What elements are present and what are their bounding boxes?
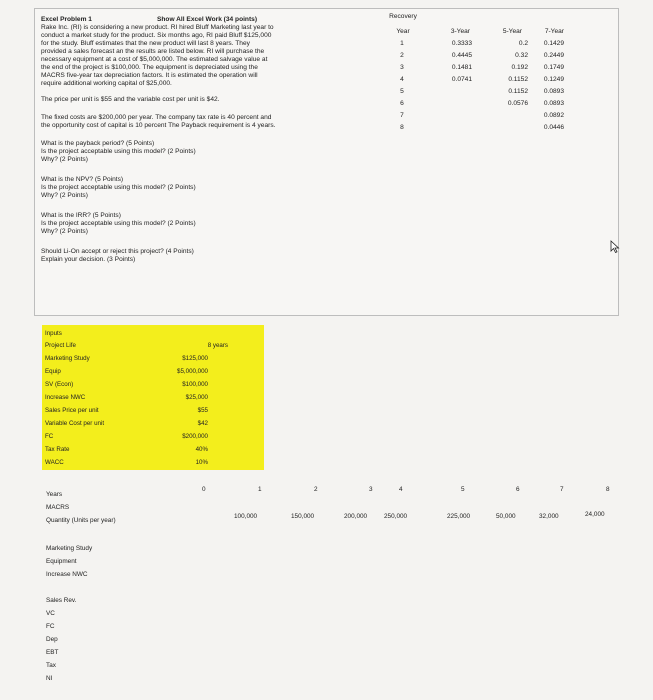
quantity-cell[interactable]: 24,000 (585, 511, 605, 518)
year-cell: 3 (400, 64, 404, 71)
input-label: WACC (45, 459, 64, 466)
seven-year-rate: 0.1429 (543, 40, 564, 47)
year-cell: 6 (400, 100, 404, 107)
question-line: Is the project acceptable using this model? (2 Points) (41, 184, 196, 191)
question-line: Is the project acceptable using this model? (2 Points) (41, 220, 196, 227)
problem-statement (34, 8, 390, 316)
year-header: Year (396, 28, 410, 35)
problem-line: for the study. Bluff estimates that the new product will last 8 years. They (41, 40, 250, 47)
input-label: Increase NWC (45, 394, 86, 401)
input-label: Project Life (45, 342, 76, 349)
input-label: Variable Cost per unit (45, 420, 105, 427)
year-column-header: 2 (314, 486, 318, 493)
problem-line: the end of the project is $100,000. The equipment is depreciated using the (41, 64, 258, 71)
input-value[interactable]: 10% (195, 459, 208, 466)
question-npv: What is the NPV? (5 Points) (41, 176, 124, 183)
input-value[interactable]: $100,000 (182, 381, 208, 388)
years-label: Years (46, 491, 63, 498)
input-label: Marketing Study (45, 355, 90, 362)
seven-year-rate: 0.0893 (543, 88, 564, 95)
mouse-pointer-icon (609, 240, 623, 254)
input-value[interactable]: $5,000,000 (177, 368, 208, 375)
three-year-header: 3-Year (450, 28, 470, 35)
seven-year-header: 7-Year (544, 28, 564, 35)
problem-points: Show All Excel Work (34 points) (157, 16, 258, 23)
row-label: Equipment (46, 558, 77, 565)
seven-year-rate: 0.0446 (543, 124, 564, 131)
recovery-header: Recovery (389, 13, 417, 20)
row-label: FC (46, 623, 55, 630)
year-cell: 7 (400, 112, 404, 119)
seven-year-rate: 0.1749 (543, 64, 564, 71)
three-year-rate: 0.4445 (451, 52, 472, 59)
five-year-rate: 0.0576 (507, 100, 528, 107)
question-payback: What is the payback period? (5 Points) (41, 140, 155, 147)
year-column-header: 7 (560, 486, 564, 493)
question-line: Why? (2 Points) (41, 156, 88, 163)
year-cell: 1 (400, 40, 404, 47)
input-label: SV (Econ) (45, 381, 74, 388)
quantity-cell[interactable]: 100,000 (234, 513, 258, 520)
quantity-cell[interactable]: 50,000 (496, 513, 516, 520)
year-column-header: 6 (516, 486, 520, 493)
question-irr: What is the IRR? (5 Points) (41, 212, 121, 219)
input-label: Sales Price per unit (45, 407, 99, 414)
row-label: EBT (46, 649, 59, 656)
input-value[interactable]: $42 (197, 420, 208, 427)
problem-line: MACRS five-year tax depreciation factors. It is estimated the operation will (41, 72, 258, 79)
input-value[interactable]: $125,000 (182, 355, 208, 362)
problem-line: Rake Inc. (RI) is considering a new product. RI hired Bluff Marketing last year to (41, 24, 274, 31)
row-label: Sales Rev. (46, 597, 77, 604)
problem-line: necessary equipment at a cost of $5,000,000. The estimated salvage value at (41, 56, 268, 63)
problem-line: require additional working capital of $25,000. (41, 80, 172, 87)
inputs-block (42, 325, 264, 470)
five-year-rate: 0.192 (511, 64, 528, 71)
row-label: NI (46, 675, 53, 682)
question-decision: Should Li-On accept or reject this project? (4 Points) (41, 248, 194, 255)
problem-line: conduct a market study for the product. Six months ago, RI paid Bluff $125,000 (41, 32, 272, 39)
fixed-cost-line: the opportunity cost of capital is 10 percent The Payback requirement is 4 years. (41, 122, 276, 129)
quantity-label: Quantity (Units per year) (46, 517, 116, 524)
input-value[interactable]: 8 years (207, 342, 228, 349)
fixed-cost-line: The fixed costs are $200,000 per year. The company tax rate is 40 percent and (41, 114, 272, 121)
problem-title: Excel Problem 1 (41, 16, 92, 23)
year-column-header: 0 (202, 486, 206, 493)
quantity-cell[interactable]: 32,000 (539, 513, 559, 520)
macrs-label: MACRS (46, 504, 70, 511)
three-year-rate: 0.0741 (451, 76, 472, 83)
input-label: Equip (45, 368, 61, 375)
input-label: FC (45, 433, 54, 440)
quantity-cell[interactable]: 150,000 (291, 513, 315, 520)
year-column-header: 4 (399, 486, 403, 493)
year-cell: 4 (400, 76, 404, 83)
question-line: Explain your decision. (3 Points) (41, 256, 136, 263)
input-value[interactable]: $55 (197, 407, 208, 414)
seven-year-rate: 0.0893 (543, 100, 564, 107)
input-value[interactable]: $200,000 (182, 433, 208, 440)
quantity-cell[interactable]: 225,000 (447, 513, 471, 520)
five-year-rate: 0.1152 (508, 88, 528, 95)
seven-year-rate: 0.0892 (543, 112, 564, 119)
year-cell: 5 (400, 88, 404, 95)
year-cell: 8 (400, 124, 404, 131)
row-label: Increase NWC (46, 571, 88, 578)
macrs-table (388, 8, 619, 316)
row-label: Marketing Study (46, 545, 93, 552)
quantity-cell[interactable]: 200,000 (344, 513, 368, 520)
price-line: The price per unit is $55 and the variable cost per unit is $42. (41, 96, 220, 103)
question-line: Is the project acceptable using this model? (2 Points) (41, 148, 196, 155)
input-label: Tax Rate (45, 446, 70, 453)
seven-year-rate: 0.1249 (543, 76, 564, 83)
year-column-header: 8 (606, 486, 610, 493)
quantity-cell[interactable]: 250,000 (384, 513, 408, 520)
question-line: Why? (2 Points) (41, 228, 88, 235)
five-year-rate: 0.2 (518, 40, 528, 47)
problem-line: provided a sales forecast an the results are listed below. RI will purchase the (41, 48, 265, 55)
year-column-header: 1 (258, 486, 262, 493)
input-value[interactable]: 40% (195, 446, 208, 453)
five-year-header: 5-Year (502, 28, 522, 35)
year-cell: 2 (400, 52, 404, 59)
five-year-rate: 0.32 (515, 52, 528, 59)
input-value[interactable]: $25,000 (185, 394, 208, 401)
row-label: Dep (46, 636, 58, 643)
three-year-rate: 0.1481 (451, 64, 472, 71)
inputs-header: Inputs (45, 330, 62, 337)
three-year-rate: 0.3333 (451, 40, 472, 47)
question-line: Why? (2 Points) (41, 192, 88, 199)
year-column-header: 5 (461, 486, 465, 493)
row-label: Tax (46, 662, 56, 669)
row-label: VC (46, 610, 55, 617)
five-year-rate: 0.1152 (508, 76, 528, 83)
year-column-header: 3 (369, 486, 373, 493)
seven-year-rate: 0.2449 (543, 52, 564, 59)
